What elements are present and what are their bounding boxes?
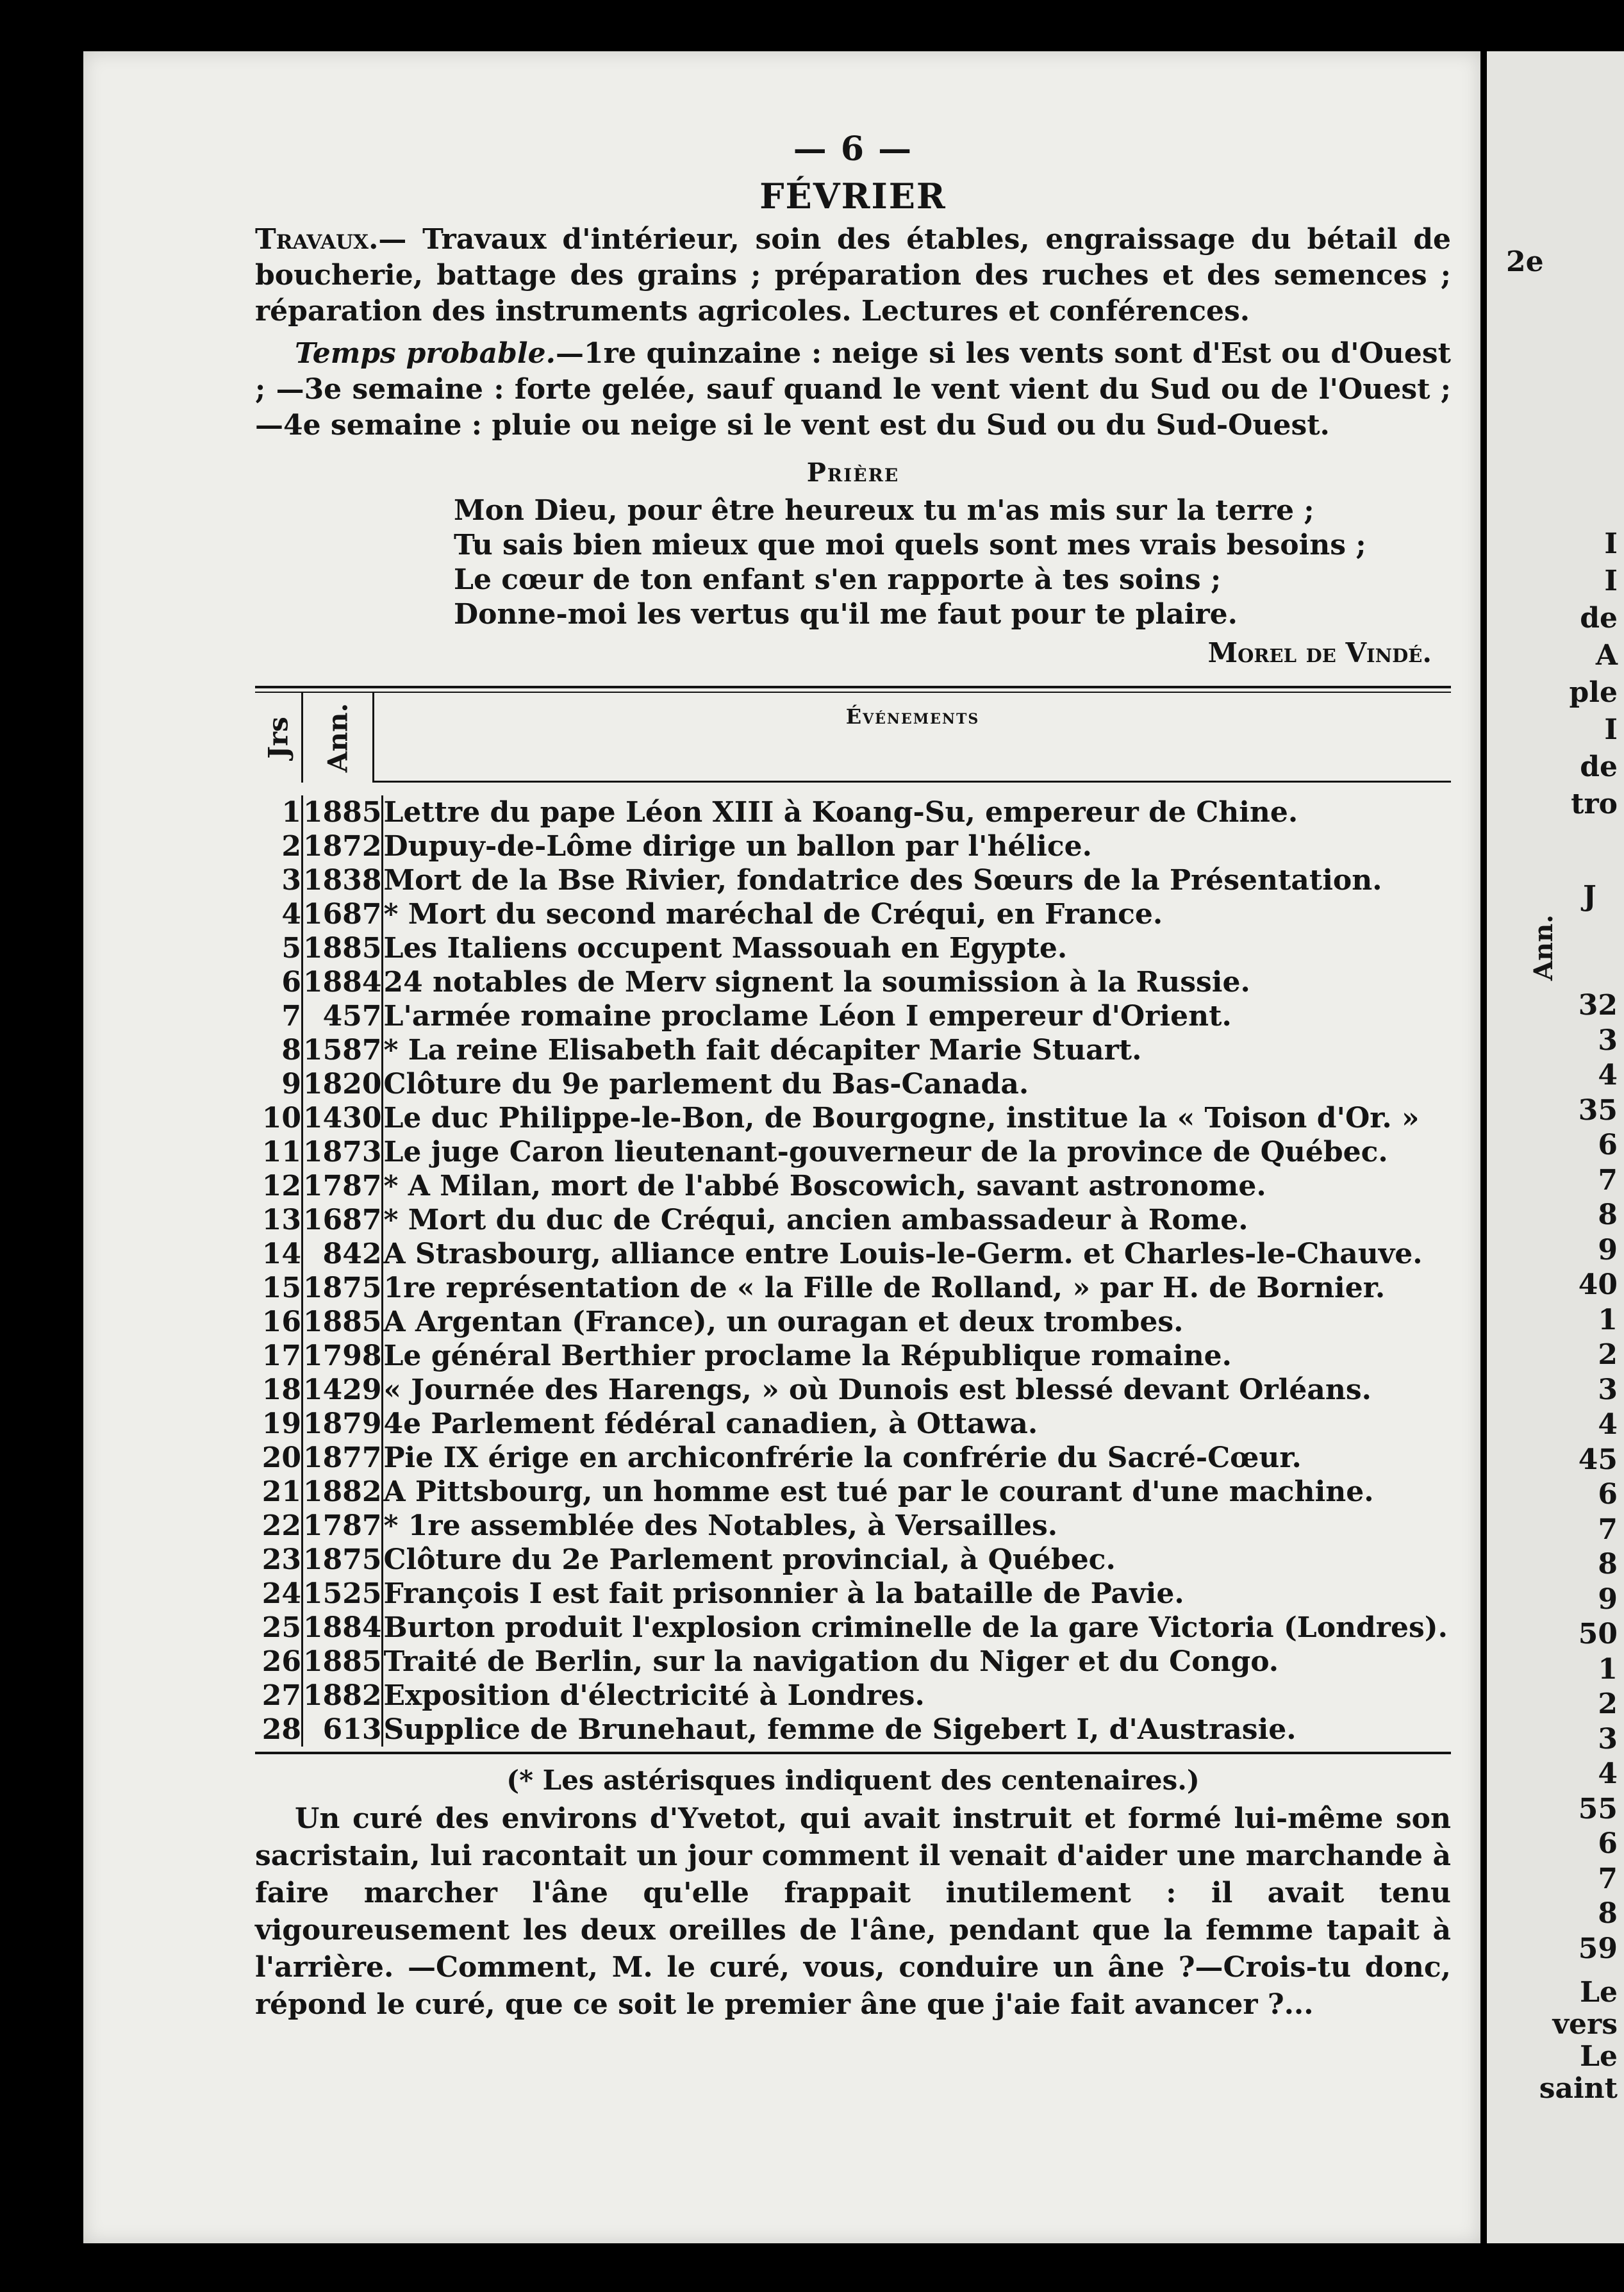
day-cell: 9 <box>255 1067 302 1101</box>
temps-label: Temps probable. <box>295 337 556 370</box>
year-cell: 1525 <box>303 1577 382 1610</box>
priere-poem <box>454 494 1451 632</box>
travaux-text: — Travaux d'intérieur, soin des étables, engraissage du bétail de boucherie, battage des grains ; préparation des ruches et des semences ; réparation des instruments agricoles. Lectures et conférences. <box>255 223 1451 328</box>
year-cell: 1885 <box>303 1306 382 1338</box>
year-cell: 457 <box>302 999 383 1033</box>
day-cell: 15 <box>255 1271 302 1305</box>
event-cell: 1re représentation de « la Fille de Rolland, » par H. de Bornier. <box>383 1272 1386 1304</box>
event-cell: Traité de Berlin, sur la navigation du Niger et du Congo. <box>383 1645 1279 1678</box>
day-cell: 19 <box>255 1407 302 1441</box>
poem-line: Mon Dieu, pour être heureux tu m'as mis sur la terre ; <box>454 494 1314 527</box>
header-ann-cell <box>303 693 374 783</box>
right-page-line: tro <box>1571 788 1618 820</box>
year-cell: 1885 <box>303 932 382 965</box>
travaux-label: Travaux. <box>255 223 379 256</box>
year-cell: 1875 <box>303 1272 382 1304</box>
event-cell: 4e Parlement fédéral canadien, à Ottawa. <box>383 1408 1038 1440</box>
table-row <box>255 1033 1451 1067</box>
table-row <box>255 965 1451 999</box>
table-row <box>255 1713 1451 1747</box>
right-page-line: I <box>1604 713 1618 746</box>
event-cell: Dupuy-de-Lôme dirige un ballon par l'hélice. <box>383 830 1092 863</box>
right-page-number: 3 <box>1598 1373 1618 1406</box>
table-row <box>255 1407 1451 1441</box>
temps-text: —1re quinzaine : neige si les vents sont d'Est ou d'Ouest ; —3e semaine : forte gelée, sauf quand le vent vient du Sud ou de l'Ouest ; —4e semaine : pluie ou neige si le vent est du Sud ou du Sud-Ouest. <box>255 337 1451 442</box>
event-cell: Le général Berthier proclame la République romaine. <box>383 1340 1232 1372</box>
year-cell: 1430 <box>303 1102 382 1134</box>
day-cell: 2 <box>255 829 302 863</box>
table-header <box>255 693 1451 783</box>
table-row <box>255 1135 1451 1169</box>
year-cell: 1787 <box>303 1509 382 1542</box>
year-cell: 1429 <box>303 1374 382 1406</box>
page-number: — 6 — <box>793 129 913 169</box>
table-row <box>255 1169 1451 1203</box>
table-row <box>255 1271 1451 1305</box>
temps-paragraph <box>255 336 1451 444</box>
table-row <box>255 795 1451 829</box>
right-page-line: de <box>1580 751 1618 783</box>
table-row <box>255 829 1451 863</box>
event-cell: A Argentan (France), un ouragan et deux trombes. <box>383 1306 1184 1338</box>
right-page-bottom-line: vers <box>1552 2008 1618 2041</box>
right-page-number: 40 <box>1578 1268 1618 1301</box>
header-ann: Ann. <box>322 702 354 773</box>
event-cell: Clôture du 9e parlement du Bas-Canada. <box>383 1068 1029 1100</box>
year-cell: 1787 <box>303 1170 382 1202</box>
event-cell: * La reine Elisabeth fait décapiter Marie Stuart. <box>383 1034 1142 1067</box>
event-cell: Le juge Caron lieutenant-gouverneur de la province de Québec. <box>383 1136 1388 1168</box>
event-cell: A Strasbourg, alliance entre Louis-le-Germ. et Charles-le-Chauve. <box>383 1238 1423 1270</box>
day-cell: 18 <box>255 1373 302 1407</box>
table-row <box>255 1441 1451 1475</box>
right-page-number: 9 <box>1598 1233 1618 1266</box>
double-rule <box>255 686 1451 693</box>
anecdote-paragraph: Un curé des environs d'Yvetot, qui avait instruit et formé lui-même son sacristain, lui racontait un jour comment il venait d'aider une marchande à faire marcher l'âne qu'elle frappait inutilement : il avait tenu vigoureusement les deux oreilles de l'âne, pendant que la femme tapait à l'arrière. —Comment, M. le curé, vous, conduire un âne ?—Crois-tu donc, répond le curé, que ce soit le premier âne que j'aie fait avancer ?... <box>255 1802 1451 2021</box>
event-cell: Lettre du pape Léon XIII à Koang-Su, empereur de Chine. <box>383 796 1298 829</box>
year-cell: 1884 <box>303 1611 382 1644</box>
table-row <box>255 999 1451 1033</box>
right-page-number: 32 <box>1578 989 1618 1022</box>
day-cell: 20 <box>255 1441 302 1475</box>
event-cell: A Pittsbourg, un homme est tué par le courant d'une machine. <box>383 1475 1374 1508</box>
right-page-number: 2 <box>1598 1338 1618 1371</box>
event-cell: Clôture du 2e Parlement provincial, à Québec. <box>383 1543 1116 1576</box>
event-cell: * A Milan, mort de l'abbé Boscowich, savant astronome. <box>383 1170 1266 1202</box>
priere-title: Prière <box>806 458 900 488</box>
right-page-number: 1 <box>1598 1652 1618 1686</box>
table-row <box>255 1339 1451 1373</box>
events-table <box>255 795 1451 1747</box>
year-cell: 1687 <box>303 898 382 931</box>
right-page-line: I <box>1604 565 1618 597</box>
table-row <box>255 1067 1451 1101</box>
travaux-paragraph <box>255 222 1451 329</box>
year-cell: 1838 <box>303 864 382 897</box>
right-page-number: 6 <box>1598 1827 1618 1860</box>
day-cell: 11 <box>255 1135 302 1169</box>
table-row <box>255 1577 1451 1611</box>
day-cell: 5 <box>255 931 302 965</box>
day-cell: 7 <box>255 999 302 1033</box>
year-cell: 1884 <box>303 966 382 999</box>
right-page-number: 8 <box>1598 1199 1618 1231</box>
right-page-number: 4 <box>1598 1408 1618 1441</box>
right-page-number: 50 <box>1578 1618 1618 1650</box>
table-row <box>255 863 1451 897</box>
year-cell: 1882 <box>303 1475 382 1508</box>
event-cell: Pie IX érige en archiconfrérie la confrérie du Sacré-Cœur. <box>383 1441 1302 1474</box>
right-page-number: 8 <box>1598 1897 1618 1930</box>
right-page-line: I <box>1604 527 1618 560</box>
right-page-number: 8 <box>1598 1548 1618 1581</box>
right-page-number: 6 <box>1598 1478 1618 1511</box>
right-page-line: ple <box>1569 676 1618 709</box>
right-page-number: 55 <box>1578 1792 1618 1825</box>
header-events-cell <box>374 693 1451 783</box>
day-cell: 28 <box>255 1713 302 1747</box>
year-cell: 842 <box>302 1237 383 1271</box>
event-cell: * Mort du duc de Créqui, ancien ambassadeur à Rome. <box>383 1204 1248 1236</box>
year-cell: 1885 <box>303 796 382 829</box>
event-cell: Le duc Philippe-le-Bon, de Bourgogne, institue la « Toison d'Or. » <box>383 1102 1420 1134</box>
right-page-number: 7 <box>1598 1163 1618 1197</box>
day-cell: 25 <box>255 1611 302 1645</box>
table-row <box>255 1679 1451 1713</box>
right-page-bottom-line: Le <box>1580 1976 1618 2009</box>
day-cell: 24 <box>255 1577 302 1611</box>
page-content <box>255 127 1451 2023</box>
right-page-edge <box>1487 51 1624 2243</box>
table-row <box>255 1509 1451 1543</box>
event-cell: Les Italiens occupent Massouah en Egypte. <box>383 932 1068 965</box>
poem-line: Donne-moi les vertus qu'il me faut pour te plaire. <box>454 598 1238 631</box>
header-jrs-cell <box>255 693 303 783</box>
year-cell: 1877 <box>303 1441 382 1474</box>
day-cell: 21 <box>255 1475 302 1509</box>
table-row <box>255 1645 1451 1679</box>
right-page-ann: Ann. <box>1529 914 1559 981</box>
year-cell: 1687 <box>303 1204 382 1236</box>
right-page-number: 3 <box>1598 1722 1618 1756</box>
left-page <box>83 51 1480 2243</box>
right-page-number: 3 <box>1598 1024 1618 1057</box>
right-page-number: 4 <box>1598 1757 1618 1790</box>
right-page-line: A <box>1595 639 1618 672</box>
table-row <box>255 1475 1451 1509</box>
priere-author: Morel de Vindé. <box>1207 637 1432 668</box>
day-cell: 27 <box>255 1679 302 1713</box>
table-row <box>255 931 1451 965</box>
right-page-number: 59 <box>1578 1932 1618 1965</box>
right-page-bottom-line: saint <box>1539 2072 1618 2105</box>
day-cell: 14 <box>255 1237 302 1271</box>
year-cell: 1872 <box>303 830 382 863</box>
day-cell: 8 <box>255 1033 302 1067</box>
day-cell: 1 <box>255 795 302 829</box>
right-page-header: J <box>1583 880 1596 913</box>
table-row <box>255 1305 1451 1339</box>
table-row <box>255 1543 1451 1577</box>
event-cell: * Mort du second maréchal de Créqui, en France. <box>383 898 1163 931</box>
right-page-bottom-line: Le <box>1580 2040 1618 2073</box>
event-cell: « Journée des Harengs, » où Dunois est blessé devant Orléans. <box>383 1374 1371 1406</box>
event-cell: Supplice de Brunehaut, femme de Sigebert I, d'Austrasie. <box>383 1713 1297 1746</box>
right-page-number: 4 <box>1598 1059 1618 1092</box>
events-body <box>255 795 1451 1747</box>
header-rule <box>374 781 1451 783</box>
day-cell: 26 <box>255 1645 302 1679</box>
day-cell: 4 <box>255 897 302 931</box>
year-cell: 1798 <box>303 1340 382 1372</box>
day-cell: 17 <box>255 1339 302 1373</box>
year-cell: 1879 <box>303 1408 382 1440</box>
event-cell: Mort de la Bse Rivier, fondatrice des Sœurs de la Présentation. <box>383 864 1382 897</box>
right-page-number: 35 <box>1578 1093 1618 1127</box>
event-cell: Exposition d'électricité à Londres. <box>383 1679 925 1712</box>
right-page-number: 2 <box>1598 1688 1618 1720</box>
year-cell: 1882 <box>303 1679 382 1712</box>
year-cell: 1873 <box>303 1136 382 1168</box>
table-row <box>255 1373 1451 1407</box>
month-title: FÉVRIER <box>759 176 947 217</box>
event-cell: L'armée romaine proclame Léon I empereur d'Orient. <box>383 1000 1232 1033</box>
right-page-number: 7 <box>1598 1862 1618 1895</box>
year-cell: 613 <box>302 1713 383 1747</box>
poem-line: Tu sais bien mieux que moi quels sont mes vrais besoins ; <box>454 529 1366 561</box>
day-cell: 22 <box>255 1509 302 1543</box>
year-cell: 1875 <box>303 1543 382 1576</box>
year-cell: 1587 <box>303 1034 382 1067</box>
centenary-note: (* Les astérisques indiquent des centenaires.) <box>506 1765 1200 1796</box>
day-cell: 10 <box>255 1101 302 1135</box>
right-page-number: 1 <box>1598 1303 1618 1336</box>
event-cell: * 1re assemblée des Notables, à Versailles. <box>383 1509 1058 1542</box>
header-events: Événements <box>845 704 980 729</box>
table-row <box>255 1101 1451 1135</box>
event-cell: François I est fait prisonnier à la bataille de Pavie. <box>383 1577 1184 1610</box>
event-cell: 24 notables de Merv signent la soumission à la Russie. <box>383 966 1250 999</box>
table-row <box>255 1611 1451 1645</box>
day-cell: 6 <box>255 965 302 999</box>
header-jrs: Jrs <box>262 717 294 759</box>
year-cell: 1820 <box>303 1068 382 1100</box>
right-page-number: 6 <box>1598 1129 1618 1161</box>
table-row <box>255 1203 1451 1237</box>
year-cell: 1885 <box>303 1645 382 1678</box>
right-page-line: de <box>1580 602 1618 635</box>
right-page-number: 45 <box>1578 1443 1618 1476</box>
right-page-number: 9 <box>1598 1582 1618 1616</box>
day-cell: 3 <box>255 863 302 897</box>
right-page-top: 2e <box>1506 245 1544 278</box>
right-page-number: 7 <box>1598 1513 1618 1546</box>
table-bottom-rule <box>255 1752 1451 1754</box>
day-cell: 23 <box>255 1543 302 1577</box>
day-cell: 13 <box>255 1203 302 1237</box>
event-cell: Burton produit l'explosion criminelle de la gare Victoria (Londres). <box>383 1611 1448 1644</box>
table-row <box>255 897 1451 931</box>
poem-line: Le cœur de ton enfant s'en rapporte à tes soins ; <box>454 563 1222 596</box>
day-cell: 12 <box>255 1169 302 1203</box>
day-cell: 16 <box>255 1305 302 1339</box>
table-row <box>255 1237 1451 1271</box>
